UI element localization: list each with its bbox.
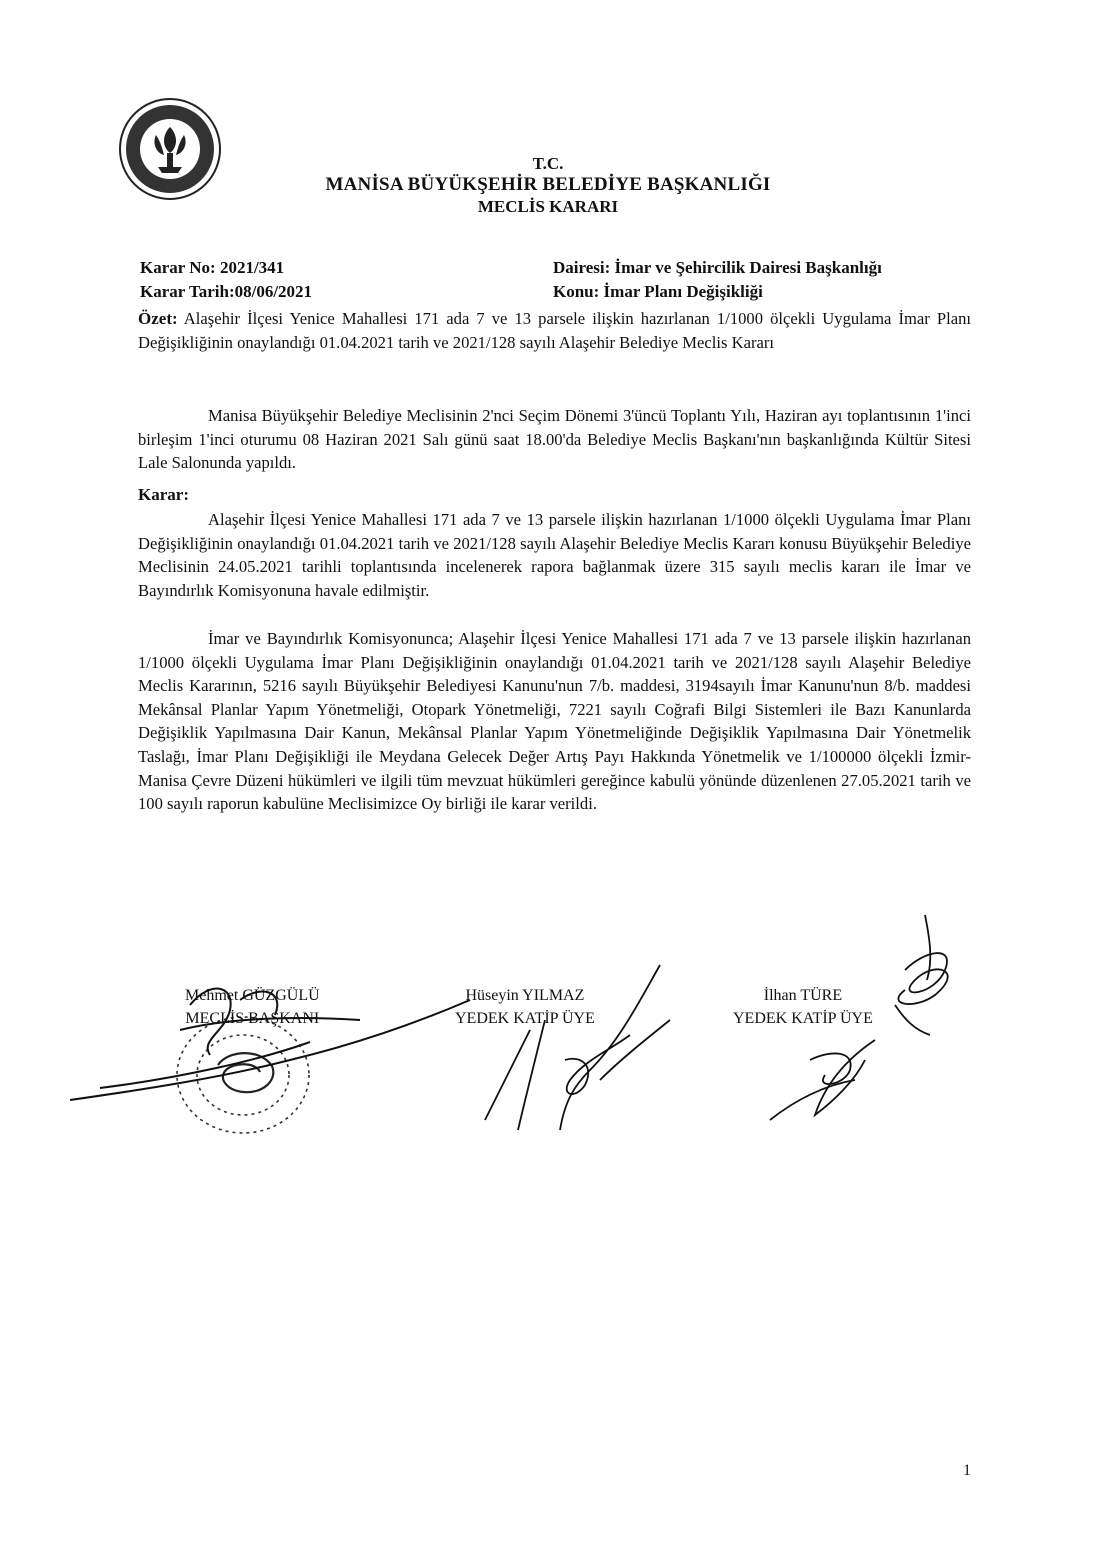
page-number: 1 xyxy=(963,1462,971,1479)
decision-heading: Karar: xyxy=(138,485,189,504)
decision-paragraph-1: Alaşehir İlçesi Yenice Mahallesi 171 ada 7 ve 13 parsele ilişkin hazırlanan 1/1000 ölçekli Uygulama İmar Planı Değişikliğinin onaylandığı 01.04.2021 tarih ve 2021/128 sayılı Alaşehir Belediye Meclis Kararı konusu Büyükşehir Belediye Meclisinin 24.05.2021 tarihli toplantısında incelenerek rapora bağlanmak üzere 315 sayılı meclis kararı ile İmar ve Bayındırlık Komisyonuna havale edilmiştir. xyxy=(138,510,971,600)
signer-name: Mehmet GÜZGÜLÜ xyxy=(185,987,320,1004)
summary xyxy=(138,307,971,354)
signature-block-chairman xyxy=(185,984,320,1030)
decision-paragraph-2: İmar ve Bayındırlık Komisyonunca; Alaşehir İlçesi Yenice Mahallesi 171 ada 7 ve 13 parsele ilişkin hazırlanan 1/1000 ölçekli Uygulama İmar Planı Değişikliğinin onaylandığı 01.04.2021 tarih ve 2021/128 sayılı Alaşehir Belediye Meclis Kararının, 5216 sayılı Büyükşehir Belediyesi Kanunu'nun 7/b. maddesi, 3194sayılı İmar Kanunu'nun 8/b. maddesi Mekânsal Planlar Yapım Yönetmeliği, Otopark Yönetmeliği, 7221 sayılı Coğrafi Bilgi Sistemleri ile Bazı Kanunlarda Değişiklik Yapılmasına Dair Kanun, Mekânsal Planlar Yapım Yönetmeliğinde Değişiklik Yapılmasına Dair Yönetmelik Taslağı, İmar Planı Değişikliği ile Meydana Gelecek Değer Artış Payı Hakkında Yönetmelik ve 1/100000 ölçekli İzmir-Manisa Çevre Düzeni hükümleri ve ilgili tüm mevzuat hükümleri gereğince kabulü yönünde düzenlenen 27.05.2021 tarih ve 100 sayılı raporun kabulüne Meclisimizce Oy birliği ile karar verildi. xyxy=(138,629,971,814)
signature-block-clerk-1 xyxy=(455,984,595,1030)
subject: Konu: İmar Planı Değişikliği xyxy=(553,282,763,301)
department: Dairesi: İmar ve Şehircilik Dairesi Başkanlığı xyxy=(553,258,882,277)
signature-scribble-1 xyxy=(60,960,480,1110)
header-tc: T.C. xyxy=(532,154,564,173)
summary-text: Alaşehir İlçesi Yenice Mahallesi 171 ada 7 ve 13 parsele ilişkin hazırlanan 1/1000 ölçekli Uygulama İmar Planı Değişikliğinin onaylandığı 01.04.2021 tarih ve 2021/128 sayılı Alaşehir Belediye Meclis Kararı xyxy=(138,309,971,352)
document-type-title: MECLİS KARARI xyxy=(477,197,619,216)
signer-title: YEDEK KATİP ÜYE xyxy=(733,1010,873,1027)
summary-label: Özet: xyxy=(138,309,178,328)
decision-date: Karar Tarih:08/06/2021 xyxy=(140,282,313,301)
signer-name: Hüseyin YILMAZ xyxy=(465,987,585,1004)
decision-number: Karar No: 2021/341 xyxy=(140,258,285,277)
signer-title: YEDEK KATİP ÜYE xyxy=(455,1010,595,1027)
signature-block-clerk-2 xyxy=(733,984,873,1030)
signer-title: MECLİS BAŞKANI xyxy=(185,1010,320,1027)
intro-paragraph: Manisa Büyükşehir Belediye Meclisinin 2'nci Seçim Dönemi 3'üncü Toplantı Yılı, Haziran ayı toplantısının 1'inci birleşim 1'inci oturumu 08 Haziran 2021 Salı günü saat 18.00'da Belediye Meclis Başkanı'nın başkanlığında Kültür Sitesi Lale Salonunda yapıldı. xyxy=(138,406,971,473)
organization-title: MANİSA BÜYÜKŞEHİR BELEDİYE BAŞKANLIĞI xyxy=(325,174,771,195)
signer-name: İlhan TÜRE xyxy=(763,987,843,1004)
